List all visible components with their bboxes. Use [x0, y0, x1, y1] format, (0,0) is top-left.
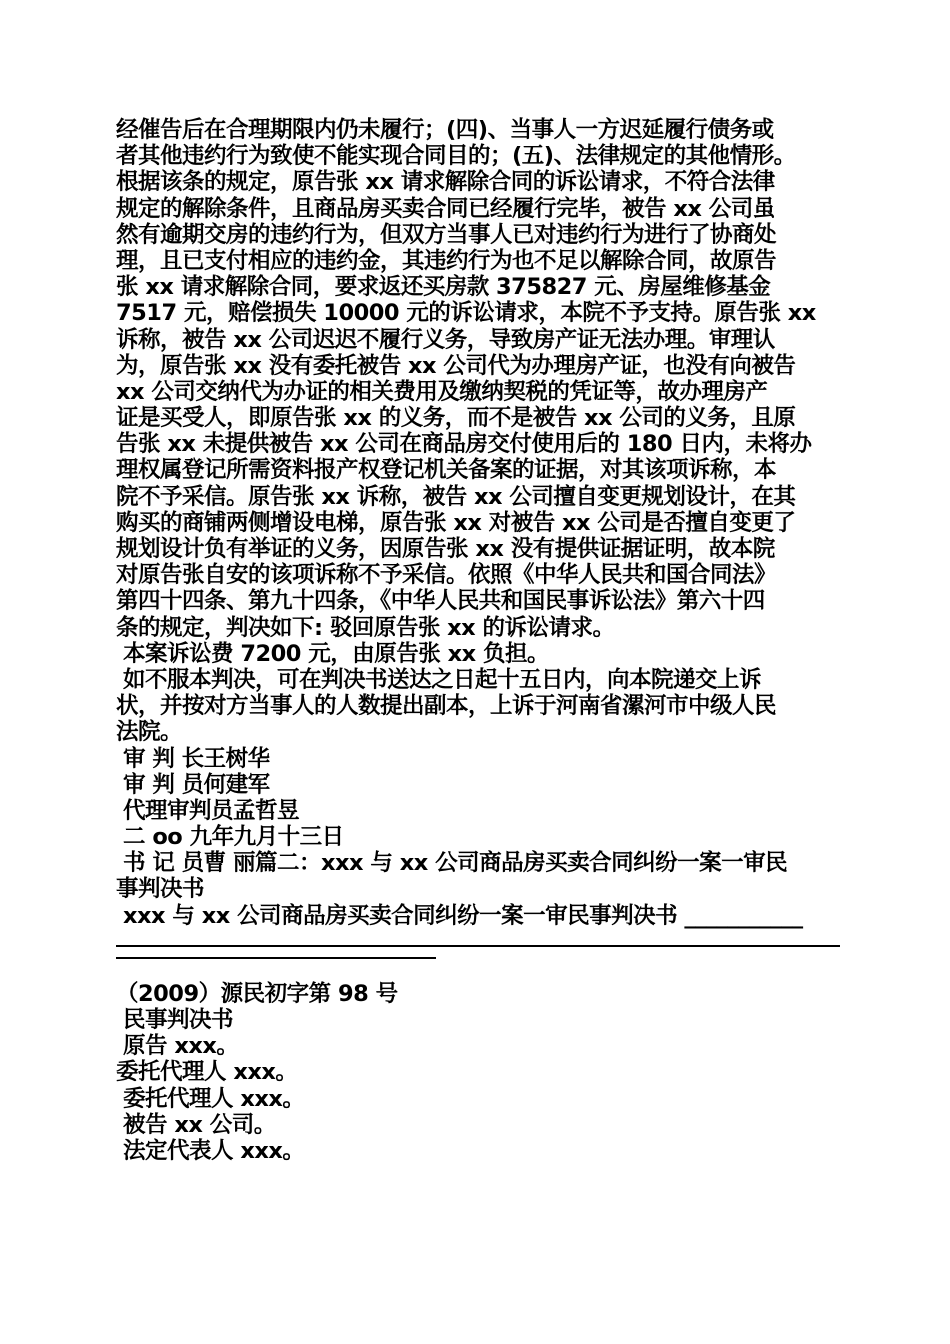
text-line: 如不服本判决，可在判决书送达之日起十五日内，向本院递交上诉 — [123, 666, 762, 693]
text-line: 为，原告张 xx 没有委托被告 xx 公司代为办理房产证，也没有向被告 — [116, 352, 796, 379]
text-line: 院不予采信。原告张 xx 诉称，被告 xx 公司擅自变更规划设计，在其 — [116, 483, 796, 510]
text-line: 第四十四条、第九十四条，《中华人民共和国民事诉讼法》第六十四 — [116, 588, 765, 615]
text-line: 购买的商铺两侧增设电梯，原告张 xx 对被告 xx 公司是否擅自变更了 — [116, 509, 796, 536]
text-line: 规定的解除条件，且商品房买卖合同已经履行完毕，被告 xx 公司虽 — [116, 195, 775, 222]
date-line: 二 oo 九年九月十三日 — [123, 824, 344, 851]
document-type: 民事判决书 — [123, 1007, 234, 1033]
text-line: 条的规定，判决如下: 驳回原告张 xx 的诉讼请求。 — [116, 614, 615, 641]
clerk-and-next-title — [116, 850, 838, 902]
text-line: 状，并按对方当事人的人数提出副本，上诉于河南省漯河市中级人民 — [116, 693, 777, 720]
case-number: （2009）源民初字第 98 号 — [116, 980, 398, 1007]
text-line: 者其他违约行为致使不能实现合同目的；(五)、法律规定的其他情形。 — [116, 143, 796, 170]
second-document-title: xxx 与 xx 公司商品房买卖合同纠纷一案一审民事判决书 ___________ — [123, 902, 803, 929]
acting-judge-line: 代理审判员孟哲昱 — [123, 797, 300, 824]
text-line: 书 记 员曹 丽篇二：xxx 与 xx 公司商品房买卖合同纠纷一案一审民 — [123, 850, 788, 877]
text-line: 根据该条的规定，原告张 xx 请求解除合同的诉讼请求，不符合法律 — [116, 169, 775, 196]
text-line: 张 xx 请求解除合同，要求返还买房款 375827 元、房屋维修基金 — [116, 274, 771, 301]
party-line: 委托代理人 xxx。 — [123, 1085, 305, 1112]
party-line: 被告 xx 公司。 — [123, 1111, 276, 1138]
text-line: 然有逾期交房的违约行为，但双方当事人已对违约行为进行了协商处 — [116, 221, 777, 248]
party-line: 委托代理人 xxx。 — [116, 1059, 298, 1086]
text-line: 7517 元，赔偿损失 10000 元的诉讼请求，本院不予支持。原告张 xx — [116, 300, 816, 327]
text-line: 法院。 — [116, 719, 183, 746]
text-line: 理权属登记所需资料报产权登记机关备案的证据，对其该项诉称，本 — [116, 457, 777, 484]
text-line: 规划设计负有举证的义务，因原告张 xx 没有提供证据证明，故本院 — [116, 536, 775, 562]
court-fee-line: 本案诉讼费 7200 元，由原告张 xx 负担。 — [123, 640, 549, 667]
judge-line: 审 判 员何建军 — [123, 771, 270, 798]
document-page — [116, 117, 838, 1164]
text-line: xx 公司交纳代为办证的相关费用及缴纳契税的凭证等，故办理房产 — [116, 378, 768, 405]
party-line: 法定代表人 xxx。 — [123, 1137, 305, 1164]
separator-line-short — [116, 955, 838, 995]
text-line: 经催告后在合理期限内仍未履行；(四)、当事人一方迟延履行债务或 — [116, 117, 774, 143]
text-line: 证是买受人，即原告张 xx 的义务，而不是被告 xx 公司的义务，且原 — [116, 405, 796, 432]
signature-block — [116, 746, 838, 851]
text-line: 诉称，被告 xx 公司迟迟不履行义务，导致房产证无法办理。审理认 — [116, 326, 775, 353]
appeal-notice — [116, 667, 838, 746]
judgment-reasoning-paragraph — [116, 117, 838, 641]
separator-line — [116, 929, 838, 955]
text-line: 事判决书 — [116, 876, 205, 903]
parties-list — [116, 1033, 838, 1164]
text-line: 对原告张自安的该项诉称不予采信。依照《中华人民共和国合同法》 — [116, 562, 777, 589]
text-line: 告张 xx 未提供被告 xx 公司在商品房交付使用后的 180 日内，未将办 — [116, 431, 812, 458]
presiding-judge-line: 审 判 长王树华 — [123, 745, 270, 772]
text-line: 理，且已支付相应的违约金，其违约行为也不足以解除合同，故原告 — [116, 247, 777, 274]
party-line: 原告 xxx。 — [123, 1033, 239, 1060]
